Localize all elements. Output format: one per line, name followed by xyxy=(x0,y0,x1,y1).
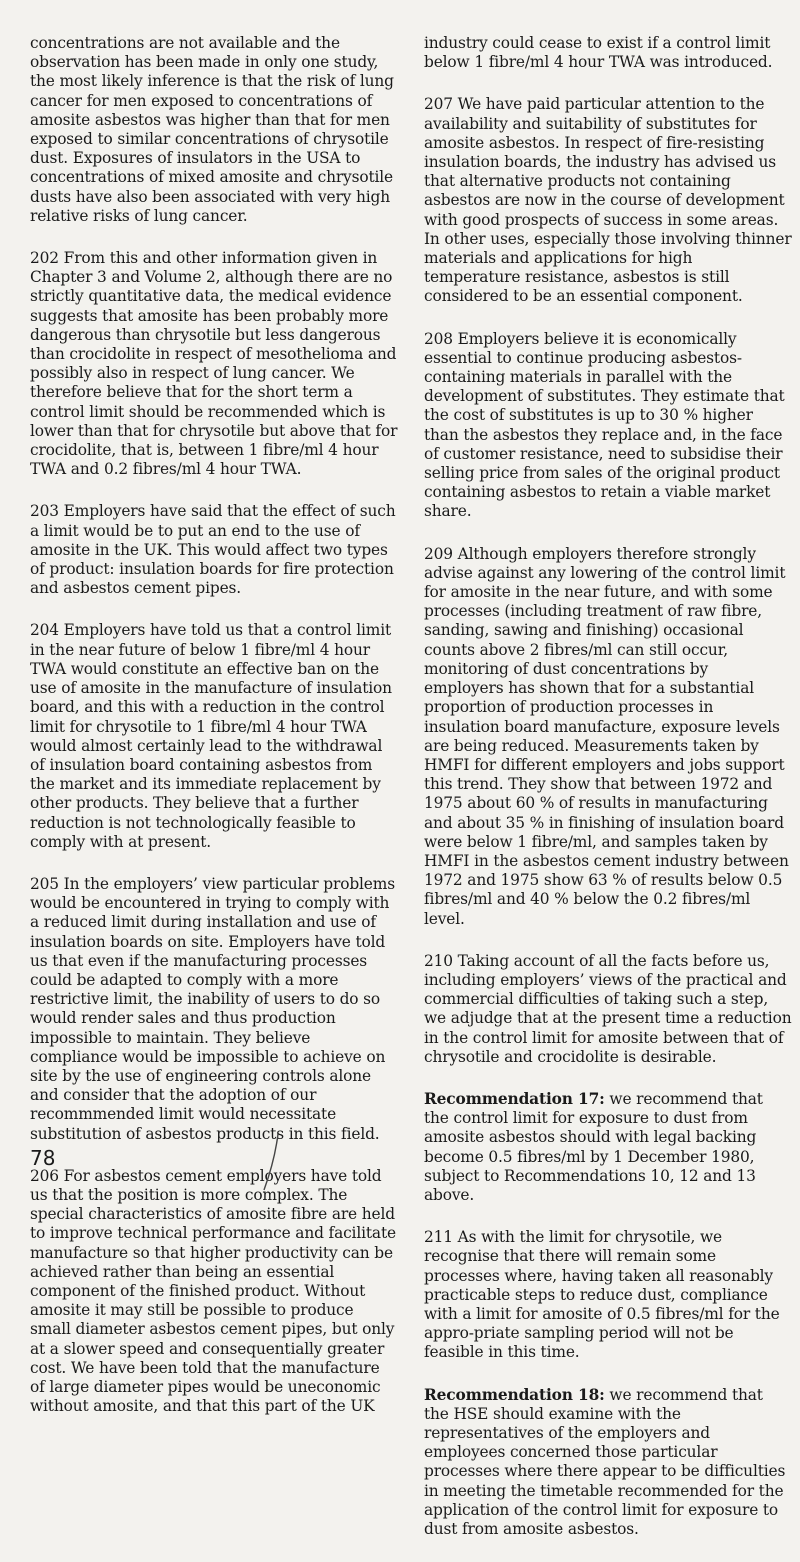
left-column xyxy=(30,34,398,1439)
recommendation-paragraph xyxy=(424,1386,792,1540)
recommendation-text: we recommend that the control limit for exposure to dust from amosite asbestos should with legal backing become 0.5 fibres/ml by 1 December 1980, subject to Recommendations 10, 12 and 13 above. xyxy=(424,1089,763,1204)
paragraph: 204 Employers have told us that a control limit in the near future of below 1 fibre/ml 4 hour TWA would constitute an effective ban on the use of amosite in the manufacture of insulation board, and this with a reduction in the control limit for chrysotile to 1 fibre/ml 4 hour TWA would almost certainly lead to the withdrawal of insulation board containing asbestos from the market and its immediate replacement by other products. They believe that a further reduction is not technologically feasible to comply with at present. xyxy=(30,621,392,851)
paragraph: 202 From this and other information given in Chapter 3 and Volume 2, although there are no strictly quantitative data, the medical evidence suggests that amosite has been probably more dangerous than chrysotile but less dangerous than crocidolite in respect of mesothelioma and possibly also in respect of lung cancer. We therefore believe that for the short term a control limit should be recommended which is lower than that for chrysotile but above that for crocidolite, that is, between 1 fibre/ml 4 hour TWA and 0.2 fibres/ml 4 hour TWA. xyxy=(30,249,398,479)
right-column xyxy=(424,34,792,1562)
recommendation-text: we recommend that the HSE should examine with the representatives of the employers and employees concerned those particular processes where there appear to be difficulties in meeting the timetable recommended for the application of the control limit for exposure to dust from amosite asbestos. xyxy=(424,1385,786,1539)
pen-mark xyxy=(250,1128,290,1198)
page-number: 78 xyxy=(30,1146,56,1170)
paragraph: concentrations are not available and the observation has been made in only one study, the most likely inference is that the risk of lung cancer for men exposed to concentrations of amosite asbestos was higher than that for men exposed to similar concentrations of chrysotile dust. Exposures of insulators in the USA to concentrations of mixed amosite and chrysotile dusts have also been associated with very high relative risks of lung cancer. xyxy=(30,34,394,225)
paragraph: 209 Although employers therefore strongly advise against any lowering of the control limit for amosite in the near future, and with some processes (including treatment of raw fibre, sanding, sawing and finishing) occasional counts above 2 fibres/ml can still occur, monitoring of dust concentrations by employers has shown that for a substantial proportion of production processes in insulation board manufacture, exposure levels are being reduced. Measurements taken by HMFI for different employers and jobs support this trend. They show that between 1972 and 1975 about 60 % of results in manufacturing and about 35 % in finishing of insulation board were below 1 fibre/ml, and samples taken by HMFI in the asbestos cement industry between 1972 and 1975 show 63 % of results below 0.5 fibres/ml and 40 % below the 0.2 fibres/ml level. xyxy=(424,544,789,928)
paragraph: 203 Employers have said that the effect of such a limit would be to put an end to the use of amosite in the UK. This would affect two types of product: insulation boards for fire protection and asbestos cement pipes. xyxy=(30,502,396,598)
paragraph: 210 Taking account of all the facts before us, including employers’ views of the practical and commercial difficulties of taking such a step, we adjudge that at the present time a reduction in the control limit for amosite between that of chrysotile and crocidolite is desirable. xyxy=(424,951,792,1066)
paragraph: 205 In the employers’ view particular problems would be encountered in trying to comply with a reduced limit during installation and use of insulation boards on site. Employers have told us that even if the manufacturing processes could be adapted to comply with a more restrictive limit, the inability of users to do so would render sales and thus production impossible to maintain. They believe compliance would be impossible to achieve on site by the use of engineering controls alone and consider that the adoption of our recommmended limit would necessitate substitution of asbestos products in this field. xyxy=(30,874,395,1143)
paragraph: industry could cease to exist if a control limit below 1 fibre/ml 4 hour TWA was introduced. xyxy=(424,34,773,72)
paragraph: 211 As with the limit for chrysotile, we recognise that there will remain some processes where, having taken all reasonably practicable steps to reduce dust, compliance with a limit for amosite of 0.5 fibres/ml for the appro-priate sampling period will not be feasible in this time. xyxy=(424,1228,780,1362)
recommendation-paragraph xyxy=(424,1090,792,1205)
recommendation-label: Recommendation 17: xyxy=(424,1089,605,1108)
paragraph: 207 We have paid particular attention to the availability and suitability of substitutes for amosite asbestos. In respect of fire-resisting insulation boards, the industry has advised us that alternative products not containing asbestos are now in the course of development with good prospects of success in some areas. In other uses, especially those involving thinner materials and applications for high temperature resistance, asbestos is still considered to be an essential component. xyxy=(424,95,792,306)
paragraph: 208 Employers believe it is economically essential to continue producing asbestos-containing materials in parallel with the development of substitutes. They estimate that the cost of substitutes is up to 30 % higher than the asbestos they replace and, in the face of customer resistance, need to subsidise their selling price from sales of the original product containing asbestos to retain a viable market share. xyxy=(424,329,785,521)
paragraph: 206 For asbestos cement employers have told us that the position is more complex. The special characteristics of amosite fibre are held to improve technical performance and facilitate manufacture so that higher productivity can be achieved rather than being an essential component of the finished product. Without amosite it may still be possible to produce small diameter asbestos cement pipes, but only at a slower speed and consequentially greater cost. We have been told that the manufacture of large diameter pipes would be uneconomic without amosite, and that this part of the UK xyxy=(30,1166,396,1416)
recommendation-label: Recommendation 18: xyxy=(424,1385,605,1404)
